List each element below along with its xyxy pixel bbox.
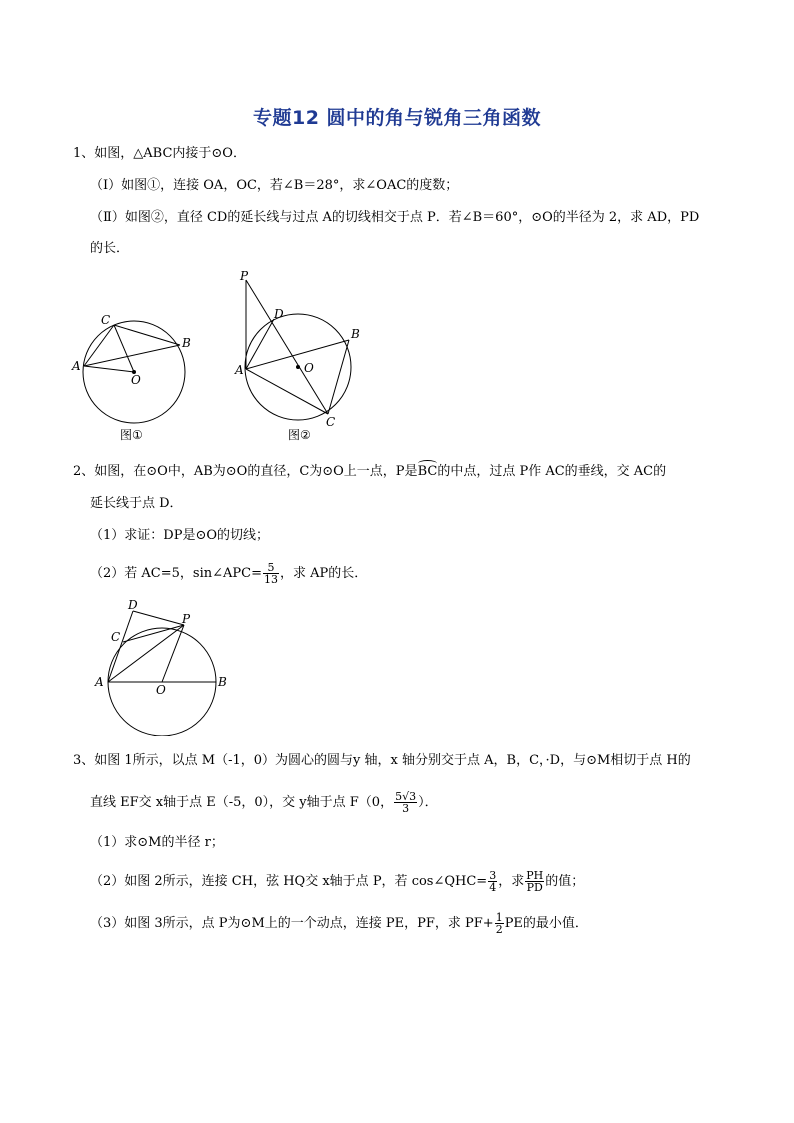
q3-part1: （1）求⊙M的半径 r； (90, 835, 224, 850)
label-A: A (72, 359, 81, 373)
label-P: P (240, 269, 249, 283)
label-B: B (182, 336, 191, 350)
q1-part2-cont: 的长． (90, 241, 130, 256)
caption-fig2: 图② (288, 428, 311, 442)
q3-part2-mid: ，求 (498, 874, 525, 889)
q2-part1: （1）求证：DP是⊙O的切线； (90, 528, 269, 543)
q3-stem-cont (90, 791, 438, 814)
label-A: A (235, 363, 244, 377)
fraction-3-4 (488, 870, 497, 893)
fraction-ph-pd (525, 870, 544, 893)
denominator: 13 (263, 573, 278, 586)
q2-part2 (90, 562, 367, 585)
q1-stem: 1、如图，△ABC内接于⊙O． (73, 146, 246, 161)
label-C: C (101, 313, 111, 327)
q3-part2 (90, 870, 584, 893)
label-C: C (326, 415, 336, 429)
denominator: 4 (489, 881, 497, 894)
label-B: B (351, 327, 360, 341)
q2-stem-cont: 延长线于点 D． (90, 496, 183, 511)
numerator: 5 (263, 562, 279, 574)
fraction-5-13 (263, 562, 279, 585)
q3-part2-post: 的值； (545, 874, 585, 889)
q3-part3-pre: （3）如图 3所示，点 P为⊙M上的一个动点，连接 PE，PF，求 PF+ (90, 916, 494, 931)
label-A: A (95, 675, 104, 689)
q2-stem-b: 的中点，过点 P作 AC的垂线，交 AC的 (437, 464, 667, 479)
q2-stem-a: 2、如图，在⊙O中，AB为⊙O的直径，C为⊙O上一点，P是 (73, 464, 418, 479)
q2-stem (73, 463, 666, 481)
fraction-5sqrt3-3 (394, 791, 417, 814)
numerator: 1 (495, 911, 503, 924)
label-O: O (156, 683, 166, 697)
q3-part2-pre: （2）如图 2所示，连接 CH，弦 HQ交 x轴于点 P，若 cos∠QHC= (90, 874, 488, 889)
q3-stem-b-post: ）． (418, 795, 438, 810)
q3-stem: 3、如图 1所示，以点 M（-1，0）为圆心的圆与y 轴，x 轴分别交于点 A，B，C，·D，与⊙M相切于点 H的 (73, 753, 691, 768)
label-C: C (111, 630, 121, 644)
denominator: PD (526, 881, 543, 894)
q1-figure-2 (232, 268, 362, 448)
q1-part2: （Ⅱ）如图②，直径 CD的延长线与过点 A的切线相交于点 P．若∠B＝60°，⊙O的半径为 2，求 AD，PD (90, 210, 700, 225)
q2-figure (90, 596, 240, 736)
numerator: 3 (489, 869, 497, 882)
fraction-1-2 (495, 912, 504, 935)
label-O: O (304, 361, 314, 375)
arc-bc: BC (417, 464, 438, 479)
denominator: 3 (402, 802, 410, 815)
label-D: D (274, 307, 284, 321)
label-D: D (128, 598, 138, 612)
denominator: 2 (495, 923, 503, 936)
q3-part3-post: PE的最小值． (504, 916, 588, 931)
label-P: P (182, 612, 191, 626)
q3-stem-b-pre: 直线 EF交 x轴于点 E（-5，0），交 y轴于点 F（0， (90, 795, 394, 810)
caption-fig1: 图① (120, 428, 143, 442)
numerator: 5√3 (395, 790, 417, 803)
q1-figure-1 (68, 312, 198, 447)
q2-part2-pre: （2）若 AC=5，sin∠APC= (90, 566, 262, 581)
label-B: B (218, 675, 227, 689)
q1-part1: （Ⅰ）如图①，连接 OA，OC，若∠B＝28°，求∠OAC的度数； (90, 178, 459, 193)
q3-part3 (90, 912, 588, 935)
page-title: 专题12 圆中的角与锐角三角函数 (252, 107, 542, 129)
label-O: O (131, 373, 141, 387)
q2-part2-post: ，求 AP的长． (279, 566, 368, 581)
numerator: PH (526, 869, 544, 882)
